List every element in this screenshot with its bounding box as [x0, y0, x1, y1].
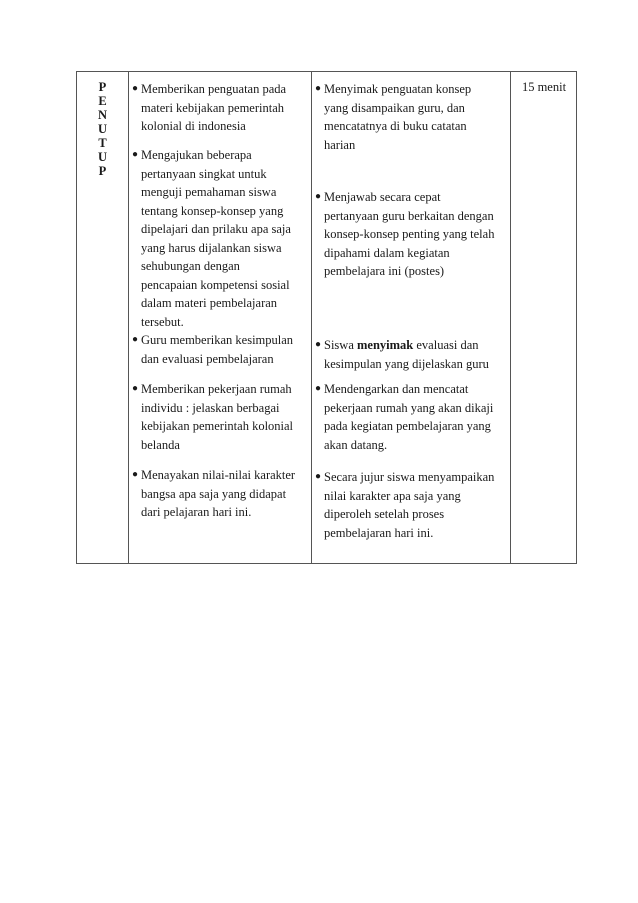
- lesson-closing-table: [76, 71, 577, 564]
- student-activity-item: [315, 80, 507, 154]
- teacher-activity-text: Guru memberikan kesimpulan dan evaluasi pembelajaran: [141, 333, 294, 366]
- teacher-activity-item: [132, 146, 310, 331]
- bullet-icon: ●: [132, 334, 139, 345]
- student-activity-item: [315, 380, 507, 454]
- bullet-icon: ●: [315, 383, 322, 394]
- teacher-activity-item: [132, 466, 310, 522]
- phase-letter: U: [97, 150, 108, 164]
- column-divider: [510, 72, 511, 563]
- student-activity-text: Mendengarkan dan mencatat pekerjaan rumah yang akan dikaji pada kegiatan pembelajaran yang akan datang.: [324, 382, 494, 452]
- teacher-activity-item: [132, 331, 310, 368]
- teacher-activity-item: [132, 380, 310, 454]
- student-activity-text: Menyimak penguatan konsep yang disampaikan guru, dan mencatatnya di buku catatan harian: [324, 82, 472, 152]
- teacher-activity-text: Menayakan nilai-nilai karakter bangsa apa saja yang didapat dari pelajaran hari ini.: [141, 468, 296, 519]
- student-activity-item: [315, 188, 507, 281]
- time-allocation: 15 menit: [521, 80, 567, 94]
- phase-letter: E: [98, 94, 107, 108]
- student-activity-item: [315, 468, 507, 542]
- student-activity-item: [315, 336, 507, 373]
- bullet-icon: ●: [315, 471, 322, 482]
- student-activity-text: Menjawab secara cepat pertanyaan guru berkaitan dengan konsep-konsep penting yang telah dipahami dalam kegiatan pembelajara ini (postes): [324, 190, 495, 278]
- phase-letter: P: [98, 164, 107, 178]
- bullet-icon: ●: [132, 149, 139, 160]
- bullet-icon: ●: [315, 191, 322, 202]
- bullet-icon: ●: [132, 83, 139, 94]
- phase-letter: P: [98, 80, 107, 94]
- bullet-icon: ●: [315, 339, 322, 350]
- student-activity-text-rest: evaluasi dan kesimpulan yang dijelaskan guru: [324, 338, 489, 371]
- bullet-icon: ●: [132, 469, 139, 480]
- student-activity-text: [324, 336, 507, 373]
- emphasis-menyimak: menyimak: [357, 338, 414, 352]
- column-divider: [311, 72, 312, 563]
- teacher-activity-text: Memberikan penguatan pada materi kebijakan pemerintah kolonial di indonesia: [141, 82, 287, 133]
- student-activity-text: Secara jujur siswa menyampaikan nilai karakter apa saja yang diperoleh setelah proses pembelajaran hari ini.: [324, 470, 495, 540]
- teacher-activity-item: [132, 80, 310, 136]
- column-divider: [128, 72, 129, 563]
- phase-letter: U: [97, 122, 108, 136]
- phase-letter: N: [97, 108, 108, 122]
- phase-label-penutup: [77, 80, 128, 178]
- teacher-activity-text: Mengajukan beberapa pertanyaan singkat untuk menguji pemahaman siswa tentang konsep-konsep yang dipelajari dan prilaku apa saja yang harus dijalankan siswa sehubungan dengan pencapaian kompetensi sosial dalam materi pembelajaran tersebut.: [141, 148, 291, 329]
- student-activity-prefix: Siswa: [324, 338, 357, 352]
- teacher-activity-text: Memberikan pekerjaan rumah individu : jelaskan berbagai kebijakan pemerintah kolonial belanda: [141, 382, 294, 452]
- phase-letter: T: [98, 136, 107, 150]
- bullet-icon: ●: [315, 83, 322, 94]
- bullet-icon: ●: [132, 383, 139, 394]
